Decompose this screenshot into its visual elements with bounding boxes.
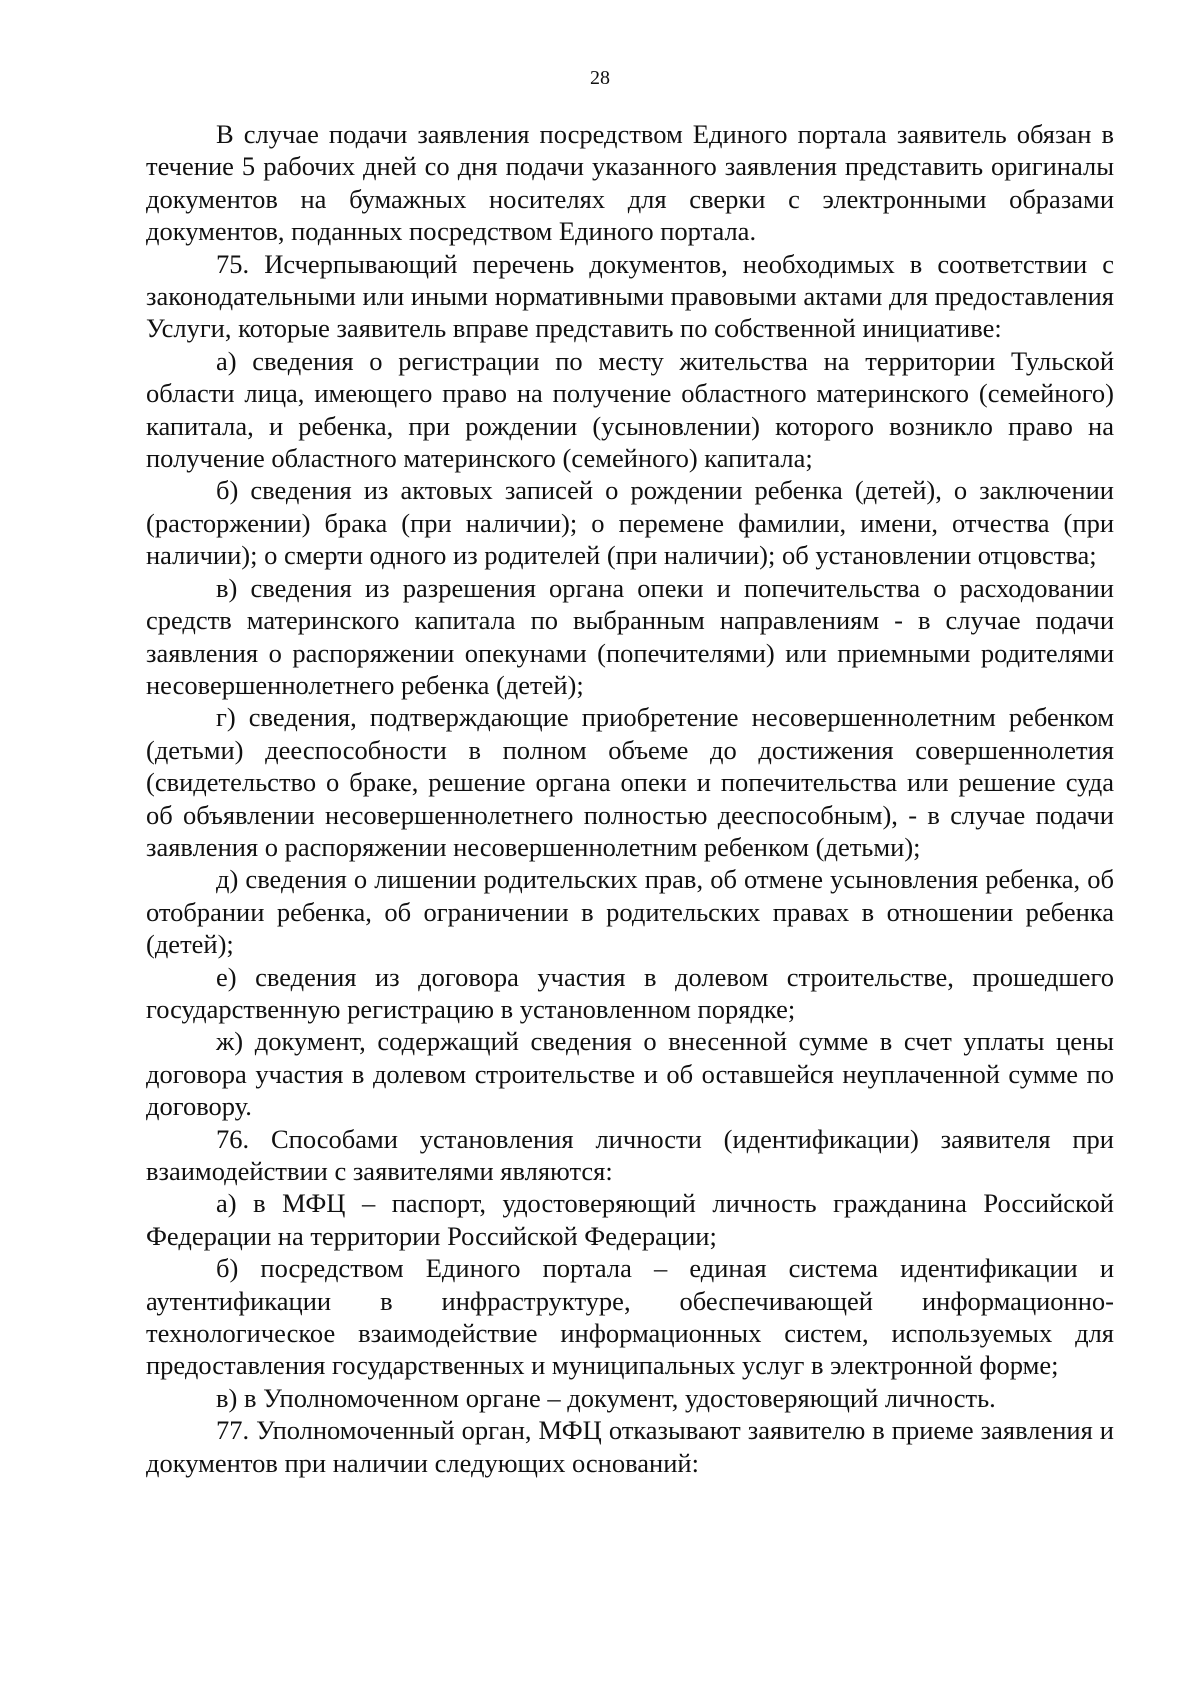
page-number: 28	[590, 67, 610, 89]
paragraph-77-intro: 77. Уполномоченный орган, МФЦ отказывают заявителю в приеме заявления и документов при наличии следующих оснований:	[146, 1415, 1114, 1478]
paragraph-75-g: г) сведения, подтверждающие приобретение несовершеннолетним ребенком (детьми) дееспособности в полном объеме до достижения совершеннолетия (свидетельство о браке, решение органа опеки и попечительства или решение суда об объявлении несовершеннолетнего полностью дееспособным), - в случае подачи заявления о распоряжении несовершеннолетним ребенком (детьми);	[146, 702, 1114, 862]
paragraph-76-b: б) посредством Единого портала – единая система идентификации и аутентификации в инфраструктуре, обеспечивающей информационно-технологическое взаимодействие информационных систем, используемых для предоставления государственных и муниципальных услуг в электронной форме;	[146, 1253, 1114, 1381]
paragraph-75-b: б) сведения из актовых записей о рождении ребенка (детей), о заключении (расторжении) брака (при наличии); о перемене фамилии, имени, отчества (при наличии); о смерти одного из родителей (при наличии); об установлении отцовства;	[146, 475, 1114, 571]
document-body	[146, 118, 1114, 1479]
paragraph-76-intro: 76. Способами установления личности (идентификации) заявителя при взаимодействии с заявителями являются:	[146, 1123, 1114, 1186]
paragraph-75-e: е) сведения из договора участия в долевом строительстве, прошедшего государственную регистрацию в установленном порядке;	[146, 961, 1114, 1024]
paragraph-76-v: в) в Уполномоченном органе – документ, удостоверяющий личность.	[216, 1382, 996, 1413]
paragraph-portal-originals: В случае подачи заявления посредством Единого портала заявитель обязан в течение 5 рабочих дней со дня подачи указанного заявления представить оригиналы документов на бумажных носителях для сверки с электронными образами документов, поданных посредством Единого портала.	[146, 119, 1114, 247]
paragraph-75-d: д) сведения о лишении родительских прав, об отмене усыновления ребенка, об отобрании ребенка, об ограничении в родительских правах в отношении ребенка (детей);	[146, 864, 1114, 960]
paragraph-76-a: а) в МФЦ – паспорт, удостоверяющий личность гражданина Российской Федерации на территории Российской Федерации;	[146, 1188, 1114, 1251]
paragraph-75-a: а) сведения о регистрации по месту жительства на территории Тульской области лица, имеющего право на получение областного материнского (семейного) капитала, и ребенка, при рождении (усыновлении) которого возникло право на получение областного материнского (семейного) капитала;	[146, 345, 1114, 474]
paragraph-75-intro: 75. Исчерпывающий перечень документов, необходимых в соответствии с законодательными или иными нормативными правовыми актами для предоставления Услуги, которые заявитель вправе представить по собственной инициативе:	[146, 248, 1114, 344]
paragraph-75-v: в) сведения из разрешения органа опеки и попечительства о расходовании средств материнского капитала по выбранным направлениям - в случае подачи заявления о распоряжении опекунами (попечителями) или приемными родителями несовершеннолетнего ребенка (детей);	[146, 572, 1114, 700]
paragraph-75-zh: ж) документ, содержащий сведения о внесенной сумме в счет уплаты цены договора участия в долевом строительстве и об оставшейся неуплаченной сумме по договору.	[146, 1026, 1114, 1122]
